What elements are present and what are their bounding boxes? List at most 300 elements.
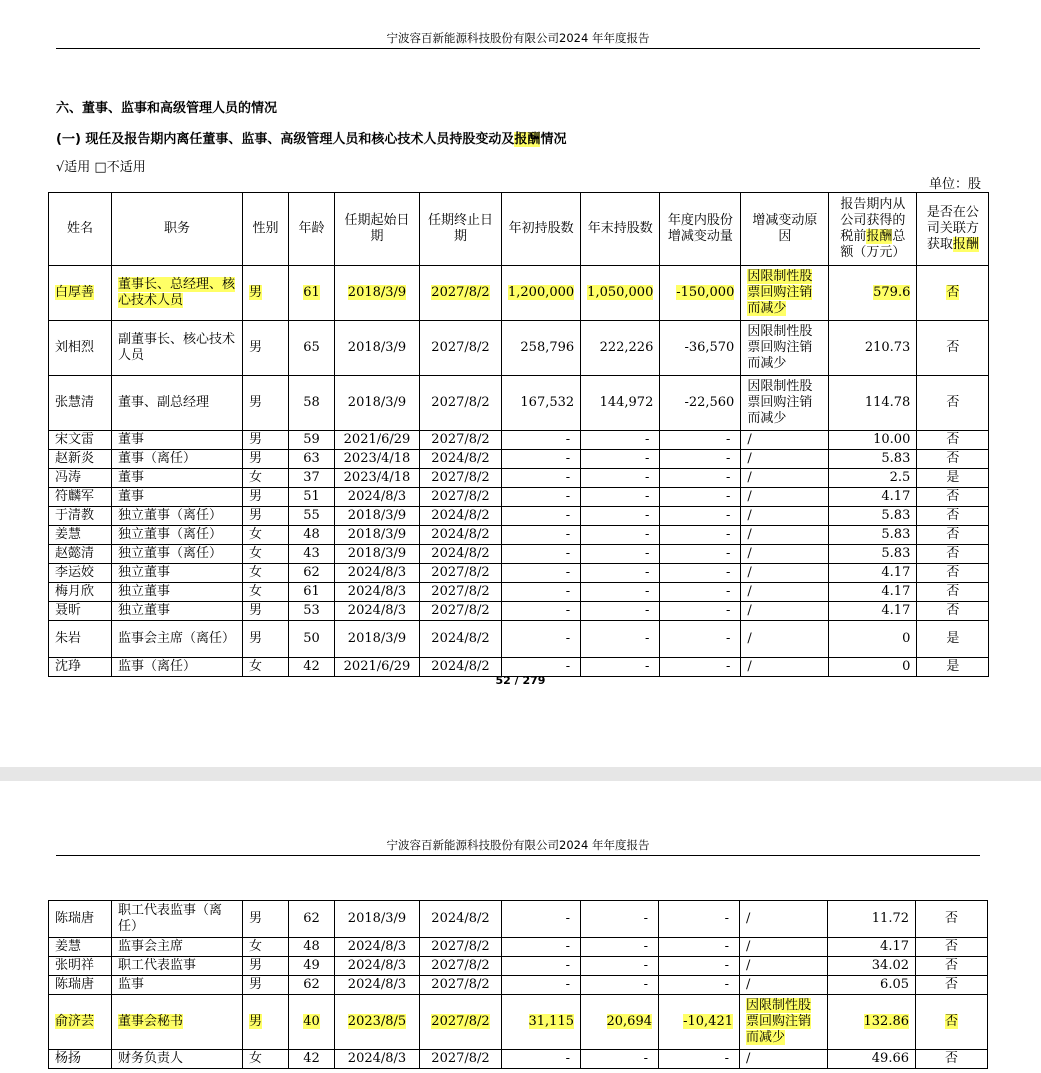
cell-name-text: 姜慧 <box>55 527 82 542</box>
cell-change <box>660 583 741 602</box>
cell-change-text: - <box>725 489 731 504</box>
cell-change-text: -10,421 <box>683 1014 733 1029</box>
cell-start <box>335 376 420 431</box>
cell-change-text: -22,560 <box>684 395 735 410</box>
cell-start-text: 2018/3/9 <box>347 340 407 355</box>
cell-age-text: 48 <box>303 527 320 542</box>
cell-related-text: 否 <box>946 285 960 300</box>
cell-start-text: 2024/8/3 <box>347 939 407 954</box>
cell-reason-text: / <box>746 939 751 954</box>
cell-gender-text: 男 <box>249 489 263 504</box>
cell-position <box>112 976 243 995</box>
cell-start <box>335 507 420 526</box>
cell-name-text: 冯涛 <box>55 470 82 485</box>
cell-gender <box>243 621 289 658</box>
cell-start-text: 2023/8/5 <box>347 1014 407 1029</box>
cell-age-text: 43 <box>303 546 320 561</box>
cell-position-text: 董事会秘书 <box>118 1014 184 1029</box>
cell-age-text: 65 <box>303 340 320 355</box>
cell-compensation <box>828 938 916 957</box>
cell-change <box>660 621 741 658</box>
cell-position <box>112 1050 243 1069</box>
cell-start <box>335 450 420 469</box>
cell-name-text: 沈琤 <box>55 659 82 674</box>
cell-change-text: - <box>724 977 729 992</box>
cell-related <box>917 431 989 450</box>
cell-begin-shares-text: - <box>565 470 571 485</box>
cell-age-text: 62 <box>303 977 320 992</box>
cell-name-text: 姜慧 <box>55 939 82 954</box>
cell-position-text: 监事（离任） <box>118 659 197 674</box>
cell-reason-text: 因限制性股票回购注销而减少 <box>746 998 812 1045</box>
cell-change <box>659 901 740 938</box>
cell-related-text: 否 <box>946 565 960 580</box>
cell-compensation <box>829 583 917 602</box>
cell-reason <box>740 976 828 995</box>
cell-compensation-text: 579.6 <box>873 285 911 300</box>
cell-change <box>660 602 741 621</box>
cell-change-text: - <box>725 432 731 447</box>
cell-change <box>660 321 741 376</box>
cell-reason-text: / <box>746 911 751 926</box>
cell-compensation <box>829 564 917 583</box>
cell-reason <box>741 431 829 450</box>
cell-begin-shares <box>502 431 581 450</box>
cell-change-text: - <box>724 958 729 973</box>
cell-end <box>420 526 502 545</box>
cell-related-text: 否 <box>946 432 960 447</box>
cell-gender-text: 男 <box>249 1014 263 1029</box>
cell-begin-shares <box>502 545 581 564</box>
cell-position <box>112 507 243 526</box>
cell-related <box>917 564 989 583</box>
table-row <box>49 564 989 583</box>
cell-change-text: - <box>725 565 731 580</box>
table-row <box>49 321 989 376</box>
cell-gender <box>243 564 289 583</box>
cell-start-text: 2021/6/29 <box>343 659 411 674</box>
cell-reason-text: / <box>746 958 751 973</box>
cell-begin-shares-text: - <box>565 546 571 561</box>
cell-begin-shares <box>502 450 581 469</box>
cell-gender <box>243 938 289 957</box>
cell-age-text: 59 <box>303 432 320 447</box>
cell-reason-text: / <box>747 659 752 674</box>
cell-start-text: 2018/3/9 <box>347 395 407 410</box>
cell-gender-text: 女 <box>249 584 263 599</box>
col-gender: 性别 <box>243 193 289 266</box>
cell-change-text: - <box>724 911 729 926</box>
cell-begin-shares-text: - <box>565 939 570 954</box>
cell-end-shares <box>581 266 660 321</box>
cell-position-text: 董事 <box>118 432 145 447</box>
cell-begin-shares-text: - <box>565 659 571 674</box>
cell-gender <box>243 583 289 602</box>
cell-position <box>112 469 243 488</box>
cell-name-text: 刘相烈 <box>55 340 95 355</box>
cell-start-text: 2024/8/3 <box>347 603 407 618</box>
cell-related <box>917 583 989 602</box>
cell-position <box>112 602 243 621</box>
cell-end-shares-text: 222,226 <box>599 340 654 355</box>
cell-related-text: 否 <box>946 546 960 561</box>
cell-compensation-text: 0 <box>902 659 911 674</box>
cell-start <box>335 321 420 376</box>
cell-name <box>49 995 112 1050</box>
subsection-title-suffix: 情况 <box>540 132 567 147</box>
cell-name <box>49 1050 112 1069</box>
table-row <box>49 621 989 658</box>
cell-position <box>112 583 243 602</box>
cell-related-text: 否 <box>946 340 960 355</box>
cell-change <box>659 1050 740 1069</box>
cell-compensation <box>829 526 917 545</box>
cell-related <box>917 321 989 376</box>
cell-end-text: 2027/8/2 <box>431 939 490 954</box>
cell-compensation-text: 4.17 <box>881 565 911 580</box>
cell-compensation <box>829 266 917 321</box>
cell-compensation-text: 5.83 <box>881 546 911 561</box>
cell-name <box>49 564 112 583</box>
cell-gender-text: 男 <box>249 508 263 523</box>
cell-name <box>49 526 112 545</box>
cell-start <box>335 564 420 583</box>
cell-reason-text: / <box>747 489 752 504</box>
cell-start <box>335 488 420 507</box>
cell-end-shares-text: - <box>644 631 650 646</box>
cell-change <box>660 376 741 431</box>
cell-end-shares <box>581 583 660 602</box>
cell-position <box>112 431 243 450</box>
cell-age <box>289 621 335 658</box>
cell-age <box>289 545 335 564</box>
cell-compensation <box>829 507 917 526</box>
cell-related <box>917 488 989 507</box>
cell-name-text: 杨扬 <box>55 1051 82 1066</box>
col-related-highlight: 报酬 <box>952 237 979 252</box>
unit-label: 单位：股 <box>928 177 981 192</box>
cell-begin-shares-text: - <box>565 603 571 618</box>
cell-end-shares-text: 1,050,000 <box>587 285 654 300</box>
cell-end-shares <box>581 602 660 621</box>
cell-compensation <box>828 995 916 1050</box>
cell-change <box>659 957 740 976</box>
cell-begin-shares <box>502 376 581 431</box>
col-related <box>917 193 989 266</box>
cell-end <box>420 545 502 564</box>
cell-age <box>289 602 335 621</box>
cell-start-text: 2018/3/9 <box>347 527 407 542</box>
cell-end-text: 2027/8/2 <box>431 958 490 973</box>
cell-end-shares-text: - <box>644 546 650 561</box>
cell-begin-shares <box>502 469 581 488</box>
cell-related <box>917 450 989 469</box>
cell-related-text: 否 <box>946 584 960 599</box>
cell-reason <box>741 545 829 564</box>
cell-name-text: 于清教 <box>55 508 95 523</box>
cell-end-text: 2024/8/2 <box>431 546 490 561</box>
col-comp-suffix: 总额（万元） <box>840 229 906 260</box>
cell-position <box>112 450 243 469</box>
cell-age-text: 48 <box>303 939 320 954</box>
cell-age <box>289 564 335 583</box>
cell-change <box>660 431 741 450</box>
cell-related-text: 是 <box>946 659 960 674</box>
cell-change <box>660 469 741 488</box>
cell-end-text: 2027/8/2 <box>431 395 490 410</box>
cell-related <box>917 602 989 621</box>
cell-related <box>917 266 989 321</box>
cell-age <box>289 321 335 376</box>
cell-position-text: 董事（离任） <box>118 451 197 466</box>
cell-start <box>335 583 420 602</box>
cell-end <box>420 376 502 431</box>
cell-gender <box>243 431 289 450</box>
cell-gender-text: 男 <box>249 432 263 447</box>
cell-start-text: 2023/4/18 <box>343 451 411 466</box>
table-row <box>49 469 989 488</box>
cell-age-text: 63 <box>303 451 320 466</box>
cell-reason-text: 因限制性股票回购注销而减少 <box>747 379 813 426</box>
cell-name <box>49 602 112 621</box>
cell-related <box>916 938 988 957</box>
cell-end <box>420 602 502 621</box>
cell-gender <box>243 450 289 469</box>
cell-end-text: 2027/8/2 <box>431 470 490 485</box>
cell-end-shares-text: 20,694 <box>606 1014 652 1029</box>
cell-reason-text: / <box>746 1051 751 1066</box>
cell-position-text: 董事 <box>118 470 145 485</box>
cell-age <box>289 957 335 976</box>
cell-reason <box>740 1050 828 1069</box>
cell-name <box>49 266 112 321</box>
cell-age <box>289 976 335 995</box>
cell-age <box>289 901 335 938</box>
cell-position <box>112 545 243 564</box>
cell-gender-text: 女 <box>249 470 263 485</box>
cell-gender <box>243 957 289 976</box>
cell-name <box>49 450 112 469</box>
cell-end-text: 2027/8/2 <box>431 432 490 447</box>
cell-compensation <box>829 469 917 488</box>
cell-start <box>335 976 420 995</box>
cell-related <box>917 469 989 488</box>
cell-related-text: 否 <box>944 911 958 926</box>
cell-reason-text: / <box>747 470 752 485</box>
cell-gender-text: 男 <box>249 285 263 300</box>
cell-compensation <box>829 621 917 658</box>
cell-position <box>112 621 243 658</box>
col-end-shares: 年末持股数 <box>581 193 660 266</box>
cell-gender <box>243 376 289 431</box>
col-related-prefix: 是否在公司关联方获取 <box>926 205 979 252</box>
table-row <box>49 507 989 526</box>
cell-begin-shares <box>502 957 581 976</box>
table-row <box>49 431 989 450</box>
cell-reason <box>741 507 829 526</box>
cell-compensation-text: 2.5 <box>889 470 911 485</box>
cell-start-text: 2024/8/3 <box>347 489 407 504</box>
cell-position <box>112 564 243 583</box>
cell-name-text: 俞济芸 <box>55 1014 95 1029</box>
page-number: 52 / 279 <box>495 674 546 687</box>
cell-age-text: 42 <box>303 1051 320 1066</box>
cell-position <box>112 321 243 376</box>
cell-end-shares-text: - <box>644 489 650 504</box>
cell-gender <box>243 488 289 507</box>
cell-start <box>335 901 420 938</box>
cell-name-text: 符麟军 <box>55 489 95 504</box>
cell-end-shares-text: - <box>643 939 648 954</box>
col-compensation <box>829 193 917 266</box>
cell-reason <box>741 450 829 469</box>
cell-begin-shares <box>502 564 581 583</box>
cell-position-text: 监事会主席 <box>118 939 184 954</box>
cell-gender-text: 女 <box>249 565 263 580</box>
cell-reason-text: / <box>747 432 752 447</box>
cell-end-shares <box>581 976 659 995</box>
cell-gender-text: 男 <box>249 958 263 973</box>
cell-reason-text: / <box>747 584 752 599</box>
cell-reason-text: / <box>747 451 752 466</box>
cell-reason <box>741 266 829 321</box>
cell-name-text: 李运姣 <box>55 565 95 580</box>
cell-gender <box>243 507 289 526</box>
applicability-note: √适用 □不适用 <box>56 160 146 175</box>
cell-age <box>289 469 335 488</box>
cell-related-text: 否 <box>944 939 958 954</box>
cell-compensation-text: 5.83 <box>881 527 911 542</box>
table-row <box>49 901 988 938</box>
cell-reason-text: / <box>747 565 752 580</box>
cell-related <box>916 976 988 995</box>
cell-related <box>916 1050 988 1069</box>
cell-age <box>289 938 335 957</box>
cell-end-shares <box>581 545 660 564</box>
cell-related-text: 否 <box>946 395 960 410</box>
cell-begin-shares-text: - <box>565 565 571 580</box>
cell-end <box>420 938 502 957</box>
cell-position-text: 董事长、总经理、核心技术人员 <box>118 277 236 308</box>
cell-age <box>289 583 335 602</box>
cell-end-text: 2027/8/2 <box>431 584 490 599</box>
table-row <box>49 995 988 1050</box>
cell-name <box>49 488 112 507</box>
cell-gender <box>243 995 289 1050</box>
cell-reason <box>741 602 829 621</box>
cell-end <box>420 1050 502 1069</box>
cell-related-text: 否 <box>946 489 960 504</box>
cell-compensation-text: 34.02 <box>871 958 909 973</box>
cell-compensation <box>829 321 917 376</box>
cell-reason-text: 因限制性股票回购注销而减少 <box>747 269 813 316</box>
cell-change <box>660 545 741 564</box>
cell-change-text: - <box>725 508 731 523</box>
cell-position-text: 董事 <box>118 489 145 504</box>
table-row <box>49 266 989 321</box>
cell-compensation-text: 10.00 <box>873 432 911 447</box>
cell-position-text: 监事会主席（离任） <box>118 631 236 646</box>
cell-position <box>112 957 243 976</box>
cell-end-shares-text: - <box>644 584 650 599</box>
cell-change <box>660 507 741 526</box>
cell-end-text: 2027/8/2 <box>431 565 490 580</box>
cell-end <box>420 266 502 321</box>
cell-gender-text: 男 <box>249 977 263 992</box>
cell-begin-shares <box>502 1050 581 1069</box>
cell-gender-text: 男 <box>249 395 263 410</box>
col-age: 年龄 <box>289 193 335 266</box>
table-header-row <box>49 193 989 266</box>
cell-compensation-text: 4.17 <box>880 939 909 954</box>
cell-compensation <box>828 976 916 995</box>
cell-change <box>660 450 741 469</box>
col-start: 任期起始日期 <box>335 193 420 266</box>
cell-end <box>420 957 502 976</box>
holdings-table-continued <box>48 900 988 1069</box>
cell-age-text: 62 <box>303 565 320 580</box>
page-header: 宁波容百新能源科技股份有限公司2024 年年度报告 <box>56 30 980 49</box>
cell-begin-shares <box>502 266 581 321</box>
cell-name-text: 张慧清 <box>55 395 95 410</box>
cell-reason-text: / <box>747 508 752 523</box>
table-row <box>49 488 989 507</box>
cell-position-text: 独立董事（离任） <box>118 508 223 523</box>
cell-compensation-text: 4.17 <box>881 603 911 618</box>
cell-change-text: -150,000 <box>676 285 735 300</box>
cell-position <box>112 901 243 938</box>
cell-begin-shares <box>502 602 581 621</box>
cell-position-text: 独立董事（离任） <box>118 546 223 561</box>
cell-reason <box>741 488 829 507</box>
cell-end-shares-text: - <box>644 508 650 523</box>
cell-age-text: 49 <box>303 958 320 973</box>
cell-end-shares-text: - <box>644 432 650 447</box>
cell-name <box>49 938 112 957</box>
cell-end-shares-text: - <box>644 527 650 542</box>
cell-reason-text: / <box>747 603 752 618</box>
cell-end <box>420 431 502 450</box>
cell-age-text: 55 <box>303 508 320 523</box>
cell-gender-text: 男 <box>249 451 263 466</box>
cell-compensation <box>828 901 916 938</box>
cell-start-text: 2023/4/18 <box>343 470 411 485</box>
cell-start-text: 2024/8/3 <box>347 584 407 599</box>
cell-start-text: 2018/3/9 <box>347 631 407 646</box>
cell-compensation-text: 0 <box>902 631 911 646</box>
cell-age-text: 58 <box>303 395 320 410</box>
cell-end-shares-text: - <box>644 470 650 485</box>
cell-position-text: 职工代表监事（离任） <box>118 903 223 934</box>
cell-begin-shares-text: - <box>565 631 571 646</box>
cell-end <box>420 995 502 1050</box>
cell-compensation <box>829 602 917 621</box>
cell-begin-shares <box>502 507 581 526</box>
cell-age-text: 53 <box>303 603 320 618</box>
cell-gender-text: 女 <box>249 546 263 561</box>
cell-end-text: 2027/8/2 <box>431 1051 490 1066</box>
cell-gender <box>243 602 289 621</box>
cell-gender <box>243 901 289 938</box>
cell-start <box>335 526 420 545</box>
page-header-2: 宁波容百新能源科技股份有限公司2024 年年度报告 <box>56 837 980 856</box>
col-comp-highlight: 报酬 <box>866 229 893 244</box>
cell-change-text: - <box>724 939 729 954</box>
cell-begin-shares <box>502 938 581 957</box>
cell-start-text: 2024/8/3 <box>347 1051 407 1066</box>
cell-start-text: 2018/3/9 <box>347 911 407 926</box>
cell-start <box>335 938 420 957</box>
